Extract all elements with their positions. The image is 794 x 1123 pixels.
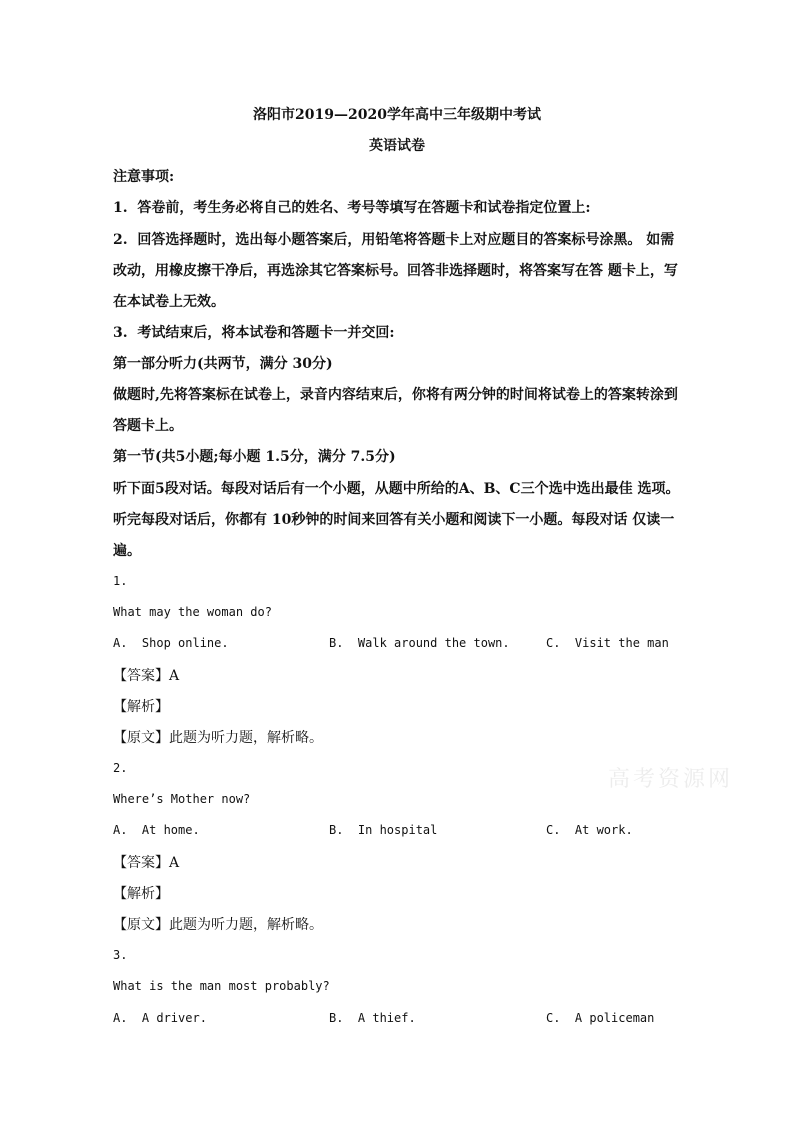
analysis-label: 【解析】 — [113, 886, 169, 902]
section1-instruction-line-3: 遍。 — [113, 543, 141, 559]
option-b: B. Walk around the town. — [329, 636, 510, 650]
option-c: C. At work. — [546, 823, 633, 837]
note-item-1: 1. 答卷前，考生务必将自己的姓名、考号等填写在答题卡和试卷指定位置上: — [113, 200, 591, 216]
answer-label: 【答案】A — [113, 855, 180, 871]
option-b: B. A thief. — [329, 1011, 416, 1025]
original-text-label: 【原文】此题为听力题，解析略。 — [113, 917, 323, 933]
note-item-2-line-3: 在本试卷上无效。 — [113, 294, 225, 310]
question-stem: What may the woman do? — [113, 605, 272, 619]
section1-instruction-line-1: 听下面5段对话。每段对话后有一个小题，从题中所给的A、B、C三个选中选出最佳 选项。 — [113, 481, 680, 497]
option-a: A. At home. — [113, 823, 200, 837]
part1-instruction-line-2: 答题卡上。 — [113, 418, 183, 434]
question-number: 2. — [113, 761, 128, 775]
note-item-2-line-2: 改动，用橡皮擦干净后，再选涂其它答案标号。回答非选择题时，将答案写在答 题卡上，写 — [113, 263, 678, 279]
part1-heading: 第一部分听力(共两节，满分 30分) — [113, 356, 333, 372]
section1-instruction-line-2: 听完每段对话后，你都有 10秒钟的时间来回答有关小题和阅读下一小题。每段对话 仅读一 — [113, 512, 675, 528]
note-item-3: 3. 考试结束后，将本试卷和答题卡一并交回: — [113, 325, 395, 341]
option-c: C. A policeman — [546, 1011, 655, 1025]
note-item-2-line-1: 2. 回答选择题时，选出每小题答案后，用铅笔将答题卡上对应题目的答案标号涂黑。 如需 — [113, 232, 675, 248]
option-c: C. Visit the man — [546, 636, 669, 650]
question-stem: What is the man most probably? — [113, 979, 330, 993]
option-a: A. A driver. — [113, 1011, 207, 1025]
question-number: 3. — [113, 948, 128, 962]
original-text-label: 【原文】此题为听力题，解析略。 — [113, 730, 323, 746]
answer-label: 【答案】A — [113, 668, 180, 684]
section1-heading: 第一节(共5小题;每小题 1.5分，满分 7.5分) — [113, 449, 396, 465]
exam-title: 洛阳市2019—2020学年高中三年级期中考试 — [253, 107, 541, 123]
notes-heading: 注意事项: — [113, 169, 175, 185]
option-b: B. In hospital — [329, 823, 438, 837]
part1-instruction-line-1: 做题时,先将答案标在试卷上，录音内容结束后，你将有两分钟的时间将试卷上的答案转涂到 — [113, 387, 678, 403]
option-a: A. Shop online. — [113, 636, 229, 650]
exam-subtitle: 英语试卷 — [369, 138, 425, 154]
analysis-label: 【解析】 — [113, 699, 169, 715]
question-number: 1. — [113, 574, 128, 588]
question-stem: Where’s Mother now? — [113, 792, 251, 806]
watermark: 高考资源网 — [608, 767, 734, 792]
